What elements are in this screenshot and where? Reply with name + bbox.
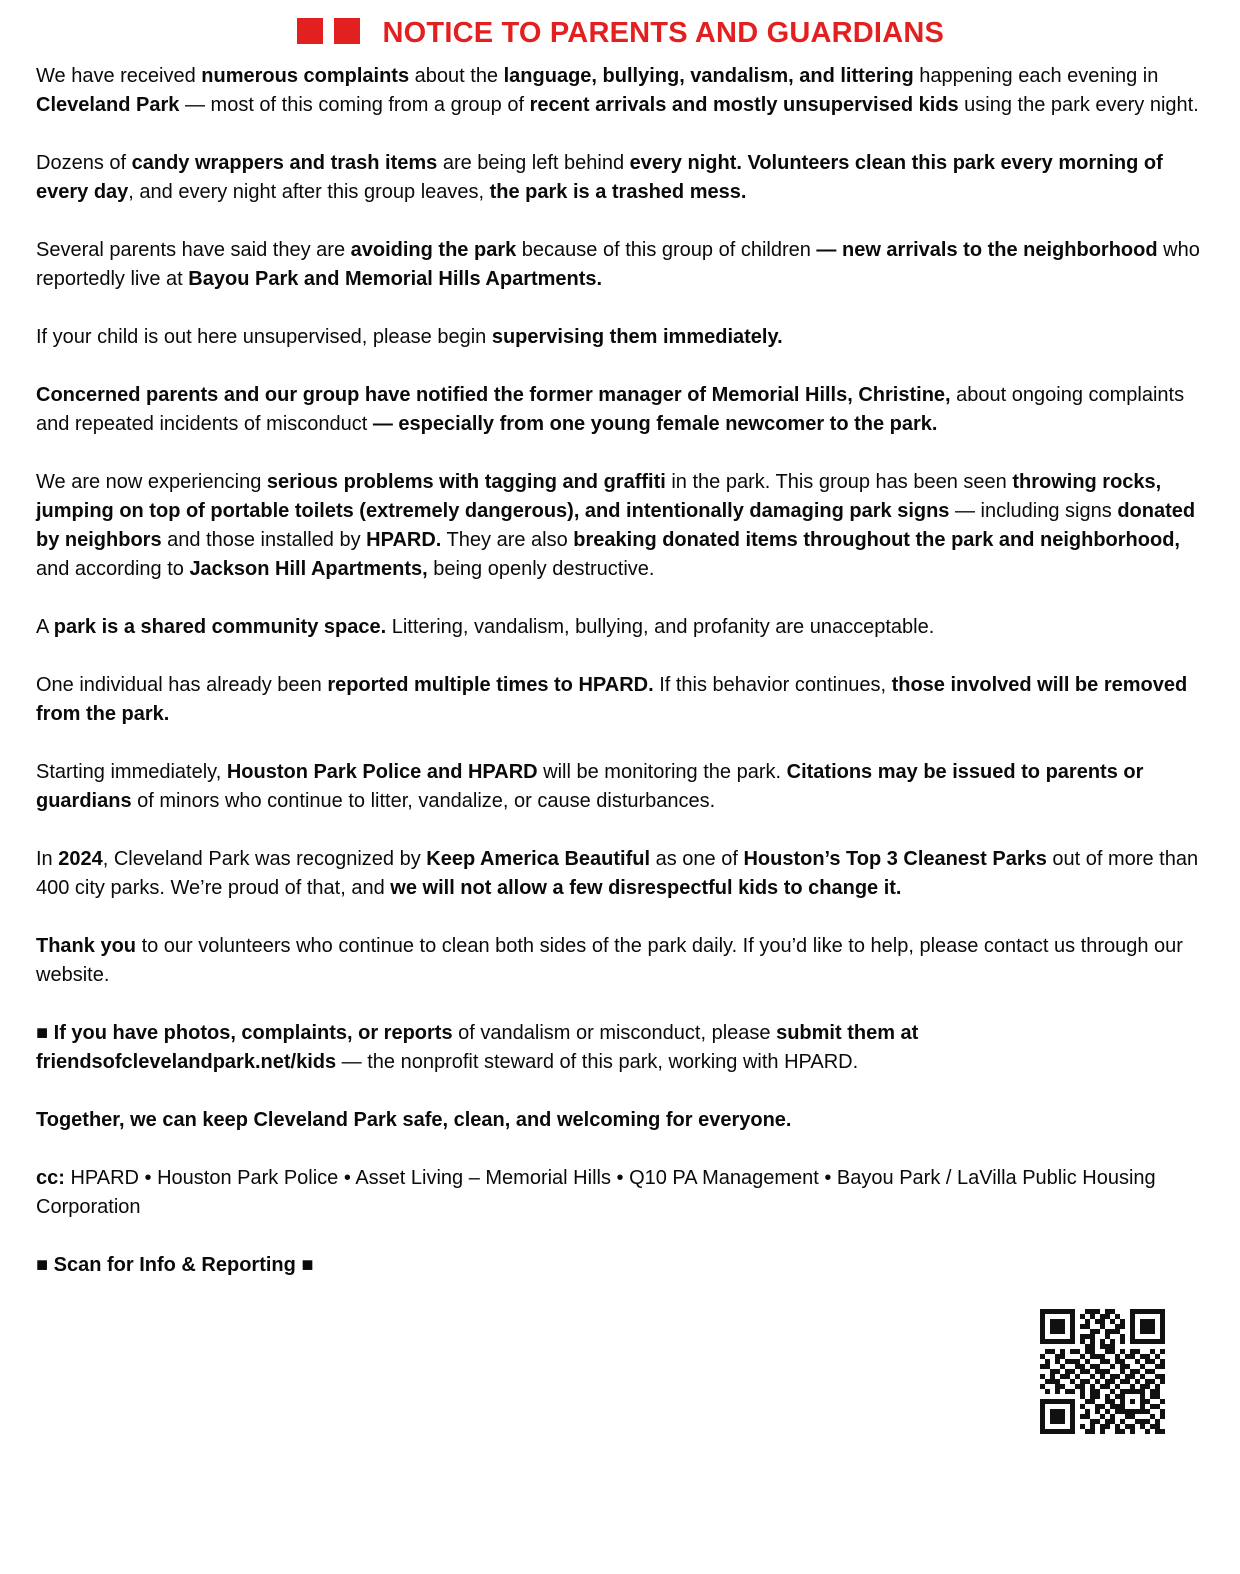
paragraph-1: We have received numerous complaints about the language, bullying, vandalism, and littering happening each evening in Cleveland Park — most of this coming from a group of recent arrivals and mostly unsupervised kids using the park every night. (36, 65, 1199, 116)
qr-code (1040, 1309, 1165, 1434)
paragraph-12: ■ If you have photos, complaints, or reports of vandalism or misconduct, please submit them at friendsofclevelandpark.net/kids — the nonprofit steward of this park, working with HPARD. (36, 1022, 919, 1073)
qr-row (36, 1309, 1205, 1434)
red-square-icon (334, 18, 360, 44)
paragraph-2: Dozens of candy wrappers and trash items are being left behind every night. Volunteers clean this park every morning of every day, and every night after this group leaves, the park is a trashed mess. (36, 152, 1163, 203)
notice-body (36, 62, 1205, 1280)
paragraph-10: In 2024, Cleveland Park was recognized by Keep America Beautiful as one of Houston’s Top 3 Cleanest Parks out of more than 400 city parks. We’re proud of that, and we will not allow a few disrespectful kids to change it. (36, 848, 1199, 899)
paragraph-14: cc: HPARD • Houston Park Police • Asset Living – Memorial Hills • Q10 PA Management • Bayou Park / LaVilla Public Housing Corporation (36, 1167, 1156, 1218)
paragraph-15: ■ Scan for Info & Reporting ■ (36, 1254, 314, 1276)
notice-title (36, 16, 1205, 50)
paragraph-5: Concerned parents and our group have notified the former manager of Memorial Hills, Christine, about ongoing complaints and repeated incidents of misconduct — especially from one young female newcomer to the park. (36, 384, 1185, 435)
paragraph-3: Several parents have said they are avoiding the park because of this group of children — new arrivals to the neighborhood who reportedly live at Bayou Park and Memorial Hills Apartments. (36, 239, 1200, 290)
paragraph-7: A park is a shared community space. Littering, vandalism, bullying, and profanity are unacceptable. (36, 616, 935, 638)
paragraph-4: If your child is out here unsupervised, please begin supervising them immediately. (36, 326, 783, 348)
paragraph-11: Thank you to our volunteers who continue to clean both sides of the park daily. If you’d like to help, please contact us through our website. (36, 935, 1183, 986)
paragraph-9: Starting immediately, Houston Park Police and HPARD will be monitoring the park. Citations may be issued to parents or guardians of minors who continue to litter, vandalize, or cause disturbances. (36, 761, 1144, 812)
paragraph-8: One individual has already been reported multiple times to HPARD. If this behavior continues, those involved will be removed from the park. (36, 674, 1188, 725)
notice-header (36, 16, 1205, 50)
red-square-icon (297, 18, 323, 44)
notice-title-text: NOTICE TO PARENTS AND GUARDIANS (382, 17, 945, 49)
paragraph-6: We are now experiencing serious problems with tagging and graffiti in the park. This group has been seen throwing rocks, jumping on top of portable toilets (extremely dangerous), and intentionally damaging park signs — including signs donated by neighbors and those installed by HPARD. They are also breaking donated items throughout the park and neighborhood, and according to Jackson Hill Apartments, being openly destructive. (36, 471, 1196, 580)
paragraph-13: Together, we can keep Cleveland Park safe, clean, and welcoming for everyone. (36, 1109, 792, 1131)
